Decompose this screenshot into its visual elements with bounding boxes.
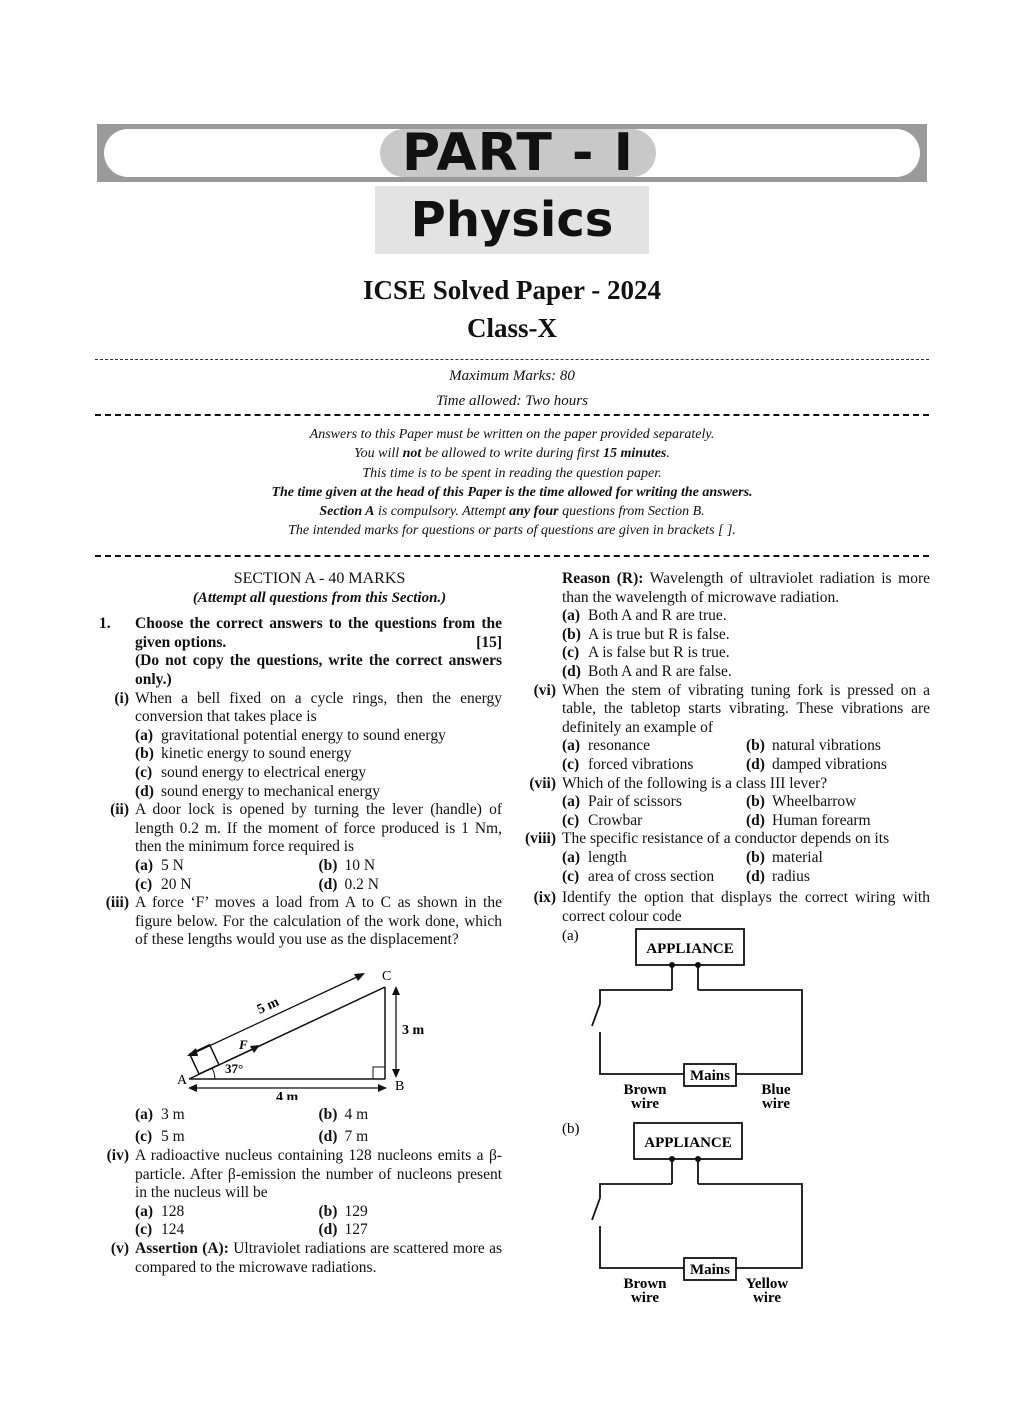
instruction-line: The intended marks for questions or parts of questions are given in brackets [ ]. [288,523,736,539]
mains-label: Mains [689,1262,731,1279]
label-a: A [177,1072,188,1088]
wire-label: wire [630,1096,660,1113]
question-vi: (vi) When the stem of vibrating tuning fork is pressed on a table, the tabletop starts vibrating. These vibrations are definitely an example of [533,681,930,736]
question-iii: (iii) A force ‘F’ moves a load from A to C as shown in the figure below. For the calculation of the work done, which of these lengths would you use as the displacement? [105,894,502,949]
wire-label: wire [630,1290,660,1307]
option-row: (a) 5 N (b) 10 N [135,856,376,874]
time-allowed: Time allowed: Two hours [436,393,588,409]
option-row: (a) Pair of scissors (b) Wheelbarrow [562,793,857,811]
wire-label: wire [752,1290,782,1307]
instruction-line: Answers to this Paper must be written on the paper provided separately. [309,427,715,442]
instruction-line: The time given at the head of this Paper is the time allowed for writing the answers. [271,484,753,500]
option: (b) A is true but R is false. [562,625,730,643]
instruction-line: Section A is compulsory. Attempt any four questions from Section B. [319,504,705,520]
mains-label: Mains [689,1068,731,1085]
option-row: (c) Crowbar (d) Human forearm [562,811,871,829]
label-base: 4 m [276,1089,299,1100]
section-subheading: (Attempt all questions from this Section.) [192,589,447,606]
wire-label: Yellow [745,1276,789,1293]
option-a-label: (a) [562,928,579,945]
option-row: (a) length (b) material [562,848,823,866]
right-column [522,570,930,1326]
label-vert: 3 m [402,1022,425,1038]
wire-label: Brown [623,1082,667,1099]
section-heading: SECTION A - 40 MARKS [233,570,406,587]
reason: Reason (R): Wavelength of ultraviolet radiation is more than the wavelength of microwave radiation. [562,570,930,606]
option-row: (a) 3 m (b) 4 m [135,1105,369,1123]
paper-title: ICSE Solved Paper - 2024 [362,275,662,305]
divider [95,555,929,557]
label-c: C [382,968,392,984]
question-viii: (viii) The specific resistance of a conductor depends on its [525,830,890,848]
option-row: (c) 20 N (d) 0.2 N [135,875,379,893]
question-i: (i) When a bell fixed on a cycle rings, then the energy conversion that takes place is [114,689,502,726]
triangle-figure [97,950,502,1100]
question-ix: (ix) Identify the option that displays the correct wiring with correct colour code [533,889,930,925]
label-angle: 37° [225,1060,244,1076]
label-b: B [395,1078,405,1094]
option: (c) sound energy to electrical energy [135,763,367,781]
part-heading: PART - I [402,123,634,183]
option: (a) gravitational potential energy to sound energy [135,726,446,744]
option-row: (c) area of cross section (d) radius [562,867,810,885]
wiring-figure [522,926,930,1326]
divider [95,359,929,360]
instruction-line: This time is to be spent in reading the question paper. [362,465,662,481]
label-force: F [239,1036,248,1052]
divider [95,414,929,416]
option: (d) Both A and R are false. [562,662,732,680]
question-v: (v) Assertion (A): Ultraviolet radiations are scattered more as compared to the microwave radiations. [110,1240,502,1276]
subject-heading: Physics [410,192,614,248]
option-row: (c) 124 (d) 127 [135,1221,368,1239]
wire-label: wire [761,1096,791,1113]
option-row: (a) 128 (b) 129 [135,1202,368,1220]
option-row: (c) forced vibrations (d) damped vibrations [562,755,887,773]
wire-label: Blue [761,1082,791,1099]
option-row: (a) resonance (b) natural vibrations [562,737,881,755]
left-column [97,570,502,1277]
option-row: (c) 5 m (d) 7 m [135,1128,369,1146]
question-ii: (ii) A door lock is opened by turning the lever (handle) of length 0.2 m. If the moment of force produced is 1 Nm, then the minimum force required is [110,801,502,856]
appliance-label: APPLIANCE [646,941,734,958]
question-1: 1. Choose the correct answers to the questions from the given options. [15] (Do not copy the questions, write the correct answers only.) [99,615,502,688]
paper-class: Class-X [466,313,557,343]
option: (a) Both A and R are true. [562,607,727,625]
option: (d) sound energy to mechanical energy [135,782,380,800]
question-iv: (iv) A radioactive nucleus containing 128 nucleons emits a β-particle. After β-emission the number of nucleons present in the nucleus will be [106,1147,502,1202]
max-marks: Maximum Marks: 80 [449,368,575,384]
option: (b) kinetic energy to sound energy [135,745,352,763]
option: (c) A is false but R is true. [562,644,730,662]
option-b-label: (b) [562,1121,580,1138]
instructions [95,425,929,541]
wire-label: Brown [623,1276,667,1293]
question-vii: (vii) Which of the following is a class III lever? [529,774,828,792]
label-hyp: 5 m [255,994,282,1018]
appliance-label: APPLIANCE [644,1135,732,1152]
instruction-line: You will not be allowed to write during first 15 minutes. [354,446,670,462]
